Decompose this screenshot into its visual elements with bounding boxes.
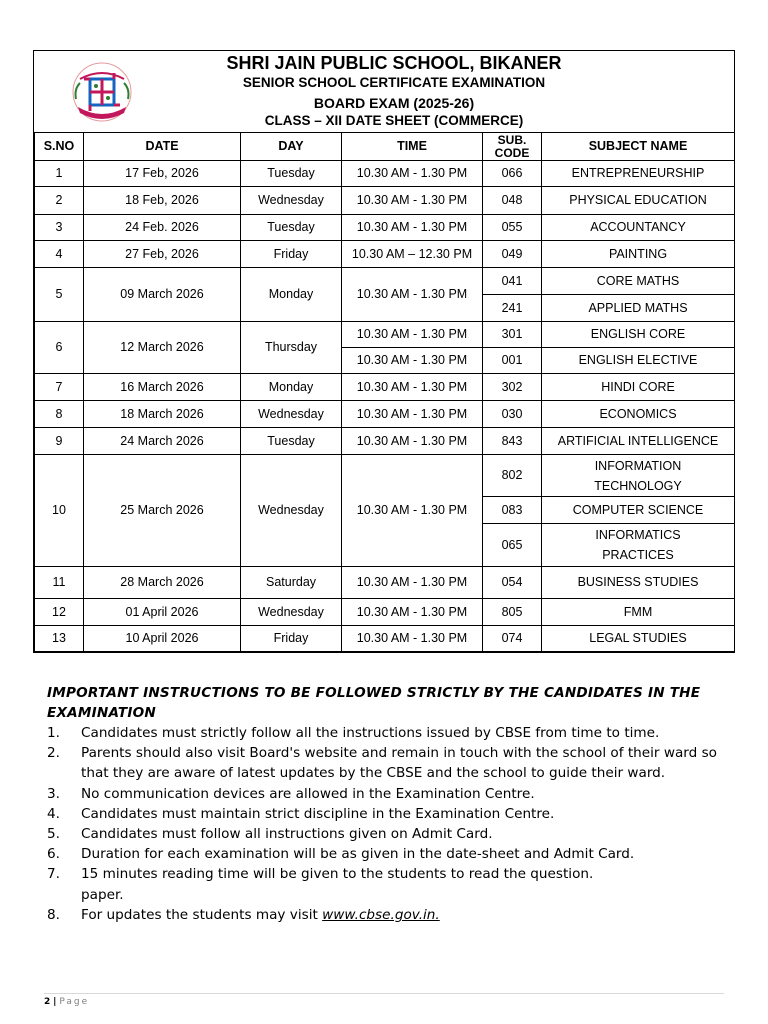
exam-name: SENIOR SCHOOL CERTIFICATE EXAMINATION (242, 75, 546, 90)
page-footer (44, 993, 724, 1007)
header-time: TIME (342, 133, 483, 161)
cell-day: Friday (241, 626, 342, 652)
list-item (47, 905, 737, 925)
list-item (47, 723, 737, 743)
cell-date: 10 April 2026 (84, 626, 241, 652)
cell-code: 049 (483, 241, 542, 268)
item-text-continued: paper. (81, 886, 124, 903)
date-sheet (33, 50, 735, 653)
item-number: 2. (47, 745, 60, 762)
cell-subject: ENGLISH CORE (542, 322, 735, 348)
cell-code: 066 (483, 161, 542, 187)
cell-time: 10.30 AM - 1.30 PM (342, 626, 483, 652)
date-sheet-table (34, 132, 735, 652)
cell-sno: 10 (35, 455, 84, 567)
item-text: Candidates must strictly follow all the instructions issued by CBSE from time to time. (81, 725, 660, 741)
cell-subject: PHYSICAL EDUCATION (542, 187, 735, 215)
table-row (35, 455, 735, 497)
cell-code: 083 (483, 497, 542, 524)
cell-time: 10.30 AM - 1.30 PM (342, 599, 483, 626)
cell-subject: ARTIFICIAL INTELLIGENCE (542, 428, 735, 455)
item-number: 4. (47, 805, 60, 822)
cell-sno: 11 (35, 567, 84, 599)
list-item (47, 784, 737, 804)
sheet-header (34, 51, 734, 132)
table-row (35, 241, 735, 268)
cell-time: 10.30 AM – 12.30 PM (342, 241, 483, 268)
cell-code: 055 (483, 215, 542, 241)
cell-subject: APPLIED MATHS (542, 295, 735, 322)
header-day: DAY (241, 133, 342, 161)
list-item (47, 824, 737, 844)
cell-code: 074 (483, 626, 542, 652)
cell-subject: FMM (542, 599, 735, 626)
cell-subject: ACCOUNTANCY (542, 215, 735, 241)
cell-subject: PAINTING (542, 241, 735, 268)
cell-time: 10.30 AM - 1.30 PM (342, 161, 483, 187)
item-number: 6. (47, 846, 60, 863)
cell-day: Monday (241, 268, 342, 322)
cell-date: 28 March 2026 (84, 567, 241, 599)
cell-subject: INFORMATION TECHNOLOGY (542, 455, 735, 497)
table-row (35, 428, 735, 455)
cell-subject: CORE MATHS (542, 268, 735, 295)
item-text: Candidates must maintain strict discipline in the Examination Centre. (81, 805, 555, 822)
cell-sno: 1 (35, 161, 84, 187)
cell-sno: 8 (35, 401, 84, 428)
cell-sno: 3 (35, 215, 84, 241)
cell-day: Tuesday (241, 428, 342, 455)
item-text: Candidates must follow all instructions given on Admit Card. (81, 826, 493, 843)
cell-subject: HINDI CORE (542, 374, 735, 401)
cbse-website-link[interactable]: www.cbse.gov.in. (322, 906, 440, 923)
header-sub-code-line2: CODE (494, 145, 530, 160)
cell-code: 054 (483, 567, 542, 599)
cell-sno: 6 (35, 322, 84, 374)
table-row (35, 187, 735, 215)
board-exam-title: BOARD EXAM (2025-26) (313, 95, 475, 111)
cell-day: Friday (241, 241, 342, 268)
cell-code: 048 (483, 187, 542, 215)
cell-time: 10.30 AM - 1.30 PM (342, 348, 483, 374)
table-row (35, 322, 735, 348)
sheet-title: CLASS – XII DATE SHEET (COMMERCE) (264, 113, 524, 128)
header-sub-code (483, 133, 542, 161)
cell-day: Wednesday (241, 455, 342, 567)
cell-day: Saturday (241, 567, 342, 599)
cell-day: Monday (241, 374, 342, 401)
cell-date: 18 March 2026 (84, 401, 241, 428)
item-number: 3. (47, 785, 60, 802)
table-row (35, 599, 735, 626)
cell-date: 09 March 2026 (84, 268, 241, 322)
school-name: SHRI JAIN PUBLIC SCHOOL, BIKANER (226, 53, 562, 73)
item-text: 15 minutes reading time will be given to the students to read the question. (81, 866, 594, 883)
cell-date: 01 April 2026 (84, 599, 241, 626)
table-row (35, 374, 735, 401)
cell-code: 301 (483, 322, 542, 348)
cell-day: Tuesday (241, 215, 342, 241)
item-number: 5. (47, 826, 60, 843)
instructions-title: IMPORTANT INSTRUCTIONS TO BE FOLLOWED STRICTLY BY THE CANDIDATES IN THE EXAMINATION (47, 685, 701, 721)
cell-day: Thursday (241, 322, 342, 374)
list-item (47, 743, 737, 783)
cell-subject: LEGAL STUDIES (542, 626, 735, 652)
item-text: For updates the students may visit (81, 906, 323, 923)
header-date: DATE (84, 133, 241, 161)
cell-code: 843 (483, 428, 542, 455)
list-item (47, 804, 737, 824)
cell-day: Wednesday (241, 187, 342, 215)
cell-time: 10.30 AM - 1.30 PM (342, 215, 483, 241)
cell-code: 802 (483, 455, 542, 497)
header-subject-name: SUBJECT NAME (542, 133, 735, 161)
cell-code: 030 (483, 401, 542, 428)
cell-sno: 4 (35, 241, 84, 268)
item-text: No communication devices are allowed in the Examination Centre. (81, 785, 535, 802)
page-number: 2 (44, 997, 51, 1007)
page-label: Page (59, 997, 90, 1007)
item-number: 1. (47, 725, 60, 741)
instructions-list (47, 723, 737, 925)
cell-date: 18 Feb, 2026 (84, 187, 241, 215)
item-text: Parents should also visit Board's website and remain in touch with the school of their ward so that they are aware of latest updates by the CBSE and the school to guide their ward. (81, 745, 717, 782)
cell-time: 10.30 AM - 1.30 PM (342, 401, 483, 428)
cell-time: 10.30 AM - 1.30 PM (342, 567, 483, 599)
cell-code: 302 (483, 374, 542, 401)
cell-code: 001 (483, 348, 542, 374)
cell-day: Tuesday (241, 161, 342, 187)
cell-date: 25 March 2026 (84, 455, 241, 567)
header-sno: S.NO (35, 133, 84, 161)
item-number: 7. (47, 866, 60, 883)
cell-date: 27 Feb, 2026 (84, 241, 241, 268)
cell-subject: INFORMATICS PRACTICES (542, 524, 735, 567)
cell-day: Wednesday (241, 599, 342, 626)
header-sub-code-line1: SUB. (497, 132, 527, 147)
cell-date: 12 March 2026 (84, 322, 241, 374)
cell-sno: 13 (35, 626, 84, 652)
cell-time: 10.30 AM - 1.30 PM (342, 428, 483, 455)
cell-code: 065 (483, 524, 542, 567)
cell-sno: 7 (35, 374, 84, 401)
item-number: 8. (47, 906, 60, 923)
cell-time: 10.30 AM - 1.30 PM (342, 268, 483, 322)
table-row (35, 215, 735, 241)
cell-day: Wednesday (241, 401, 342, 428)
cell-time: 10.30 AM - 1.30 PM (342, 455, 483, 567)
table-row (35, 401, 735, 428)
table-row (35, 626, 735, 652)
table-row (35, 268, 735, 295)
cell-time: 10.30 AM - 1.30 PM (342, 187, 483, 215)
table-header-row (35, 133, 735, 161)
cell-date: 24 Feb. 2026 (84, 215, 241, 241)
cell-sno: 5 (35, 268, 84, 322)
cell-date: 17 Feb, 2026 (84, 161, 241, 187)
cell-date: 16 March 2026 (84, 374, 241, 401)
cell-subject: ENTREPRENEURSHIP (542, 161, 735, 187)
cell-sno: 12 (35, 599, 84, 626)
list-item (47, 844, 737, 864)
item-text: Duration for each examination will be as given in the date-sheet and Admit Card. (81, 846, 635, 863)
instructions-section (47, 683, 737, 925)
cell-sno: 9 (35, 428, 84, 455)
cell-subject: ECONOMICS (542, 401, 735, 428)
cell-time: 10.30 AM - 1.30 PM (342, 374, 483, 401)
cell-time: 10.30 AM - 1.30 PM (342, 322, 483, 348)
cell-subject: BUSINESS STUDIES (542, 567, 735, 599)
cell-subject: COMPUTER SCIENCE (542, 497, 735, 524)
cell-code: 241 (483, 295, 542, 322)
list-item (47, 864, 737, 904)
cell-sno: 2 (35, 187, 84, 215)
cell-date: 24 March 2026 (84, 428, 241, 455)
cell-subject: ENGLISH ELECTIVE (542, 348, 735, 374)
cell-code: 041 (483, 268, 542, 295)
cell-code: 805 (483, 599, 542, 626)
page-separator: | (53, 997, 57, 1007)
table-row (35, 161, 735, 187)
table-row (35, 567, 735, 599)
